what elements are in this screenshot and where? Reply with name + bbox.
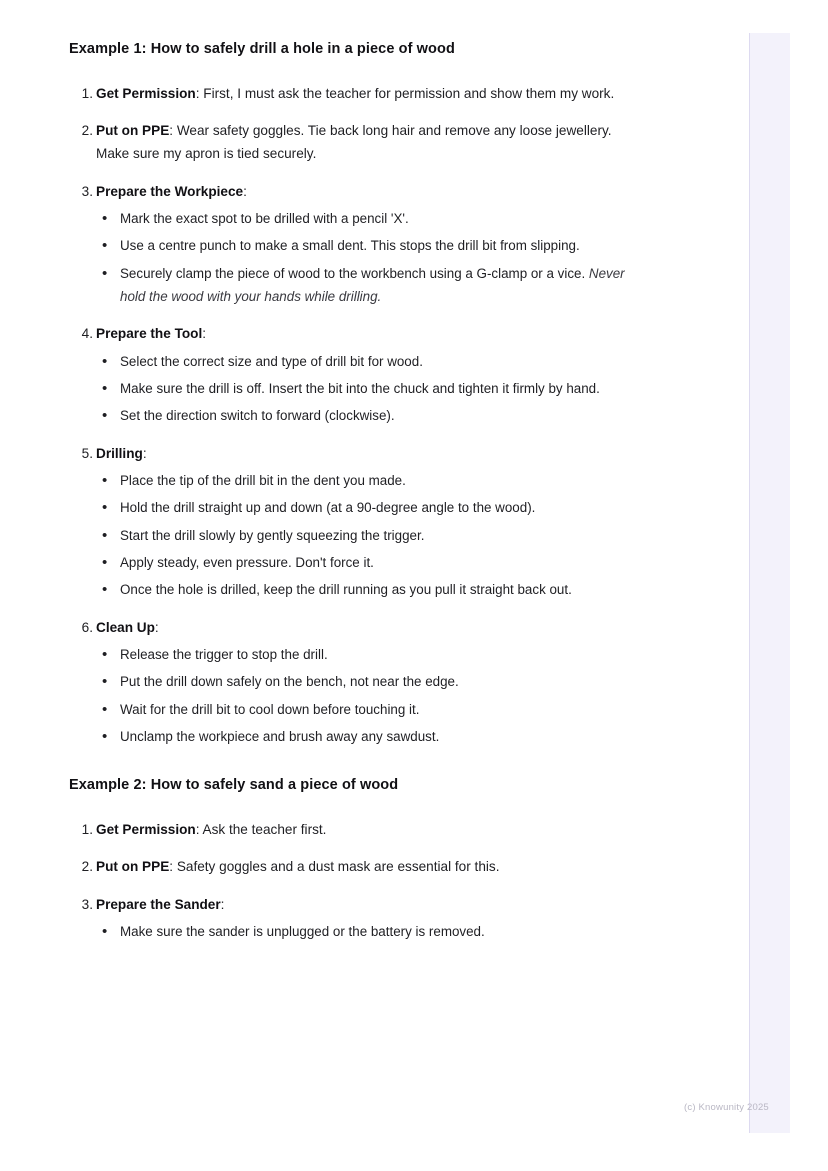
- steps-list-example-2: [69, 818, 644, 943]
- section-title-example-1: Example 1: How to safely drill a hole in a piece of wood: [69, 41, 455, 57]
- sub-list: [96, 920, 644, 943]
- step-text: : Ask the teacher first.: [195, 821, 327, 837]
- step-item: [69, 818, 644, 841]
- sub-item: [96, 670, 644, 693]
- step-text: :: [142, 445, 147, 461]
- step-lead: Clean Up: [96, 619, 155, 635]
- step-item: [69, 82, 644, 105]
- step-lead: Prepare the Tool: [96, 326, 203, 342]
- step-item: [69, 442, 644, 602]
- step-lead: Prepare the Workpiece: [96, 183, 244, 199]
- section-title-example-2: Example 2: How to safely sand a piece of wood: [69, 777, 399, 794]
- sub-item-text: Once the hole is drilled, keep the drill running as you pull it straight back out.: [120, 582, 572, 598]
- sub-item: [96, 469, 644, 492]
- step-text: :: [202, 326, 207, 342]
- sub-item: [96, 578, 644, 601]
- step-lead: Put on PPE: [96, 859, 170, 875]
- step-item: [69, 616, 644, 749]
- watermark: (c) Knowunity 2025: [684, 1102, 769, 1113]
- sub-item: [96, 234, 644, 257]
- step-lead: Put on PPE: [96, 122, 170, 138]
- sub-item-text: Select the correct size and type of drill bit for wood.: [120, 353, 423, 369]
- sub-item-text: Mark the exact spot to be drilled with a pencil 'X'.: [120, 211, 409, 227]
- sub-item: [96, 725, 644, 748]
- sub-item-text: Wait for the drill bit to cool down before touching it.: [120, 701, 420, 717]
- sub-item: [96, 524, 644, 547]
- step-text: :: [154, 619, 159, 635]
- sub-item-text: Apply steady, even pressure. Don't force it.: [120, 554, 374, 570]
- sub-item-text: Hold the drill straight up and down (at a 90-degree angle to the wood).: [120, 500, 536, 516]
- sub-item-text: Release the trigger to stop the drill.: [120, 646, 328, 662]
- sub-item: [96, 643, 644, 666]
- sub-item: [96, 350, 644, 373]
- sub-item-text: Start the drill slowly by gently squeezing the trigger.: [120, 527, 425, 543]
- sub-item-text: Make sure the sander is unplugged or the battery is removed.: [120, 923, 485, 939]
- step-text: :: [220, 896, 225, 912]
- sub-item: [96, 262, 644, 309]
- step-item: [69, 893, 644, 944]
- sub-item: [96, 551, 644, 574]
- step-text: :: [243, 183, 247, 199]
- page-right-margin-strip: [750, 33, 790, 1133]
- sub-item-text: Unclamp the workpiece and brush away any sawdust.: [120, 728, 440, 744]
- sub-list: [96, 469, 644, 602]
- step-text: : Wear safety goggles. Tie back long hair and remove any loose jewellery. Make sure my apron is tied securely.: [96, 122, 612, 162]
- step-item: [69, 180, 644, 309]
- sub-item-text: Put the drill down safely on the bench, not near the edge.: [120, 674, 459, 690]
- step-item: [69, 855, 644, 878]
- sub-item-text: Set the direction switch to forward (clockwise).: [120, 408, 395, 424]
- sub-item-emphasis: Never hold the wood with your hands while drilling.: [120, 265, 625, 304]
- sub-item-text: Make sure the drill is off. Insert the bit into the chuck and tighten it firmly by hand.: [120, 381, 600, 396]
- document-body: [69, 40, 644, 957]
- steps-list-example-1: [69, 82, 644, 749]
- sub-item: [96, 377, 644, 400]
- step-lead: Get Permission: [96, 821, 196, 837]
- step-text: : First, I must ask the teacher for permission and show them my work.: [195, 85, 615, 101]
- sub-item: [96, 404, 644, 427]
- sub-item-text: Use a centre punch to make a small dent. This stops the drill bit from slipping.: [120, 238, 580, 254]
- sub-item-text: Securely clamp the piece of wood to the workbench using a G-clamp or a vice.: [120, 265, 589, 281]
- sub-list: [96, 207, 644, 308]
- sub-list: [96, 350, 644, 428]
- sub-list: [96, 643, 644, 748]
- step-text: : Safety goggles and a dust mask are essential for this.: [169, 859, 500, 875]
- step-lead: Prepare the Sander: [96, 896, 221, 912]
- step-lead: Get Permission: [96, 85, 196, 101]
- sub-item: [96, 496, 644, 519]
- step-lead: Drilling: [96, 445, 143, 461]
- step-item: [69, 119, 644, 166]
- sub-item-text: Place the tip of the drill bit in the dent you made.: [120, 473, 406, 488]
- sub-item: [96, 207, 644, 230]
- sub-item: [96, 920, 644, 943]
- sub-item: [96, 698, 644, 721]
- step-item: [69, 322, 644, 427]
